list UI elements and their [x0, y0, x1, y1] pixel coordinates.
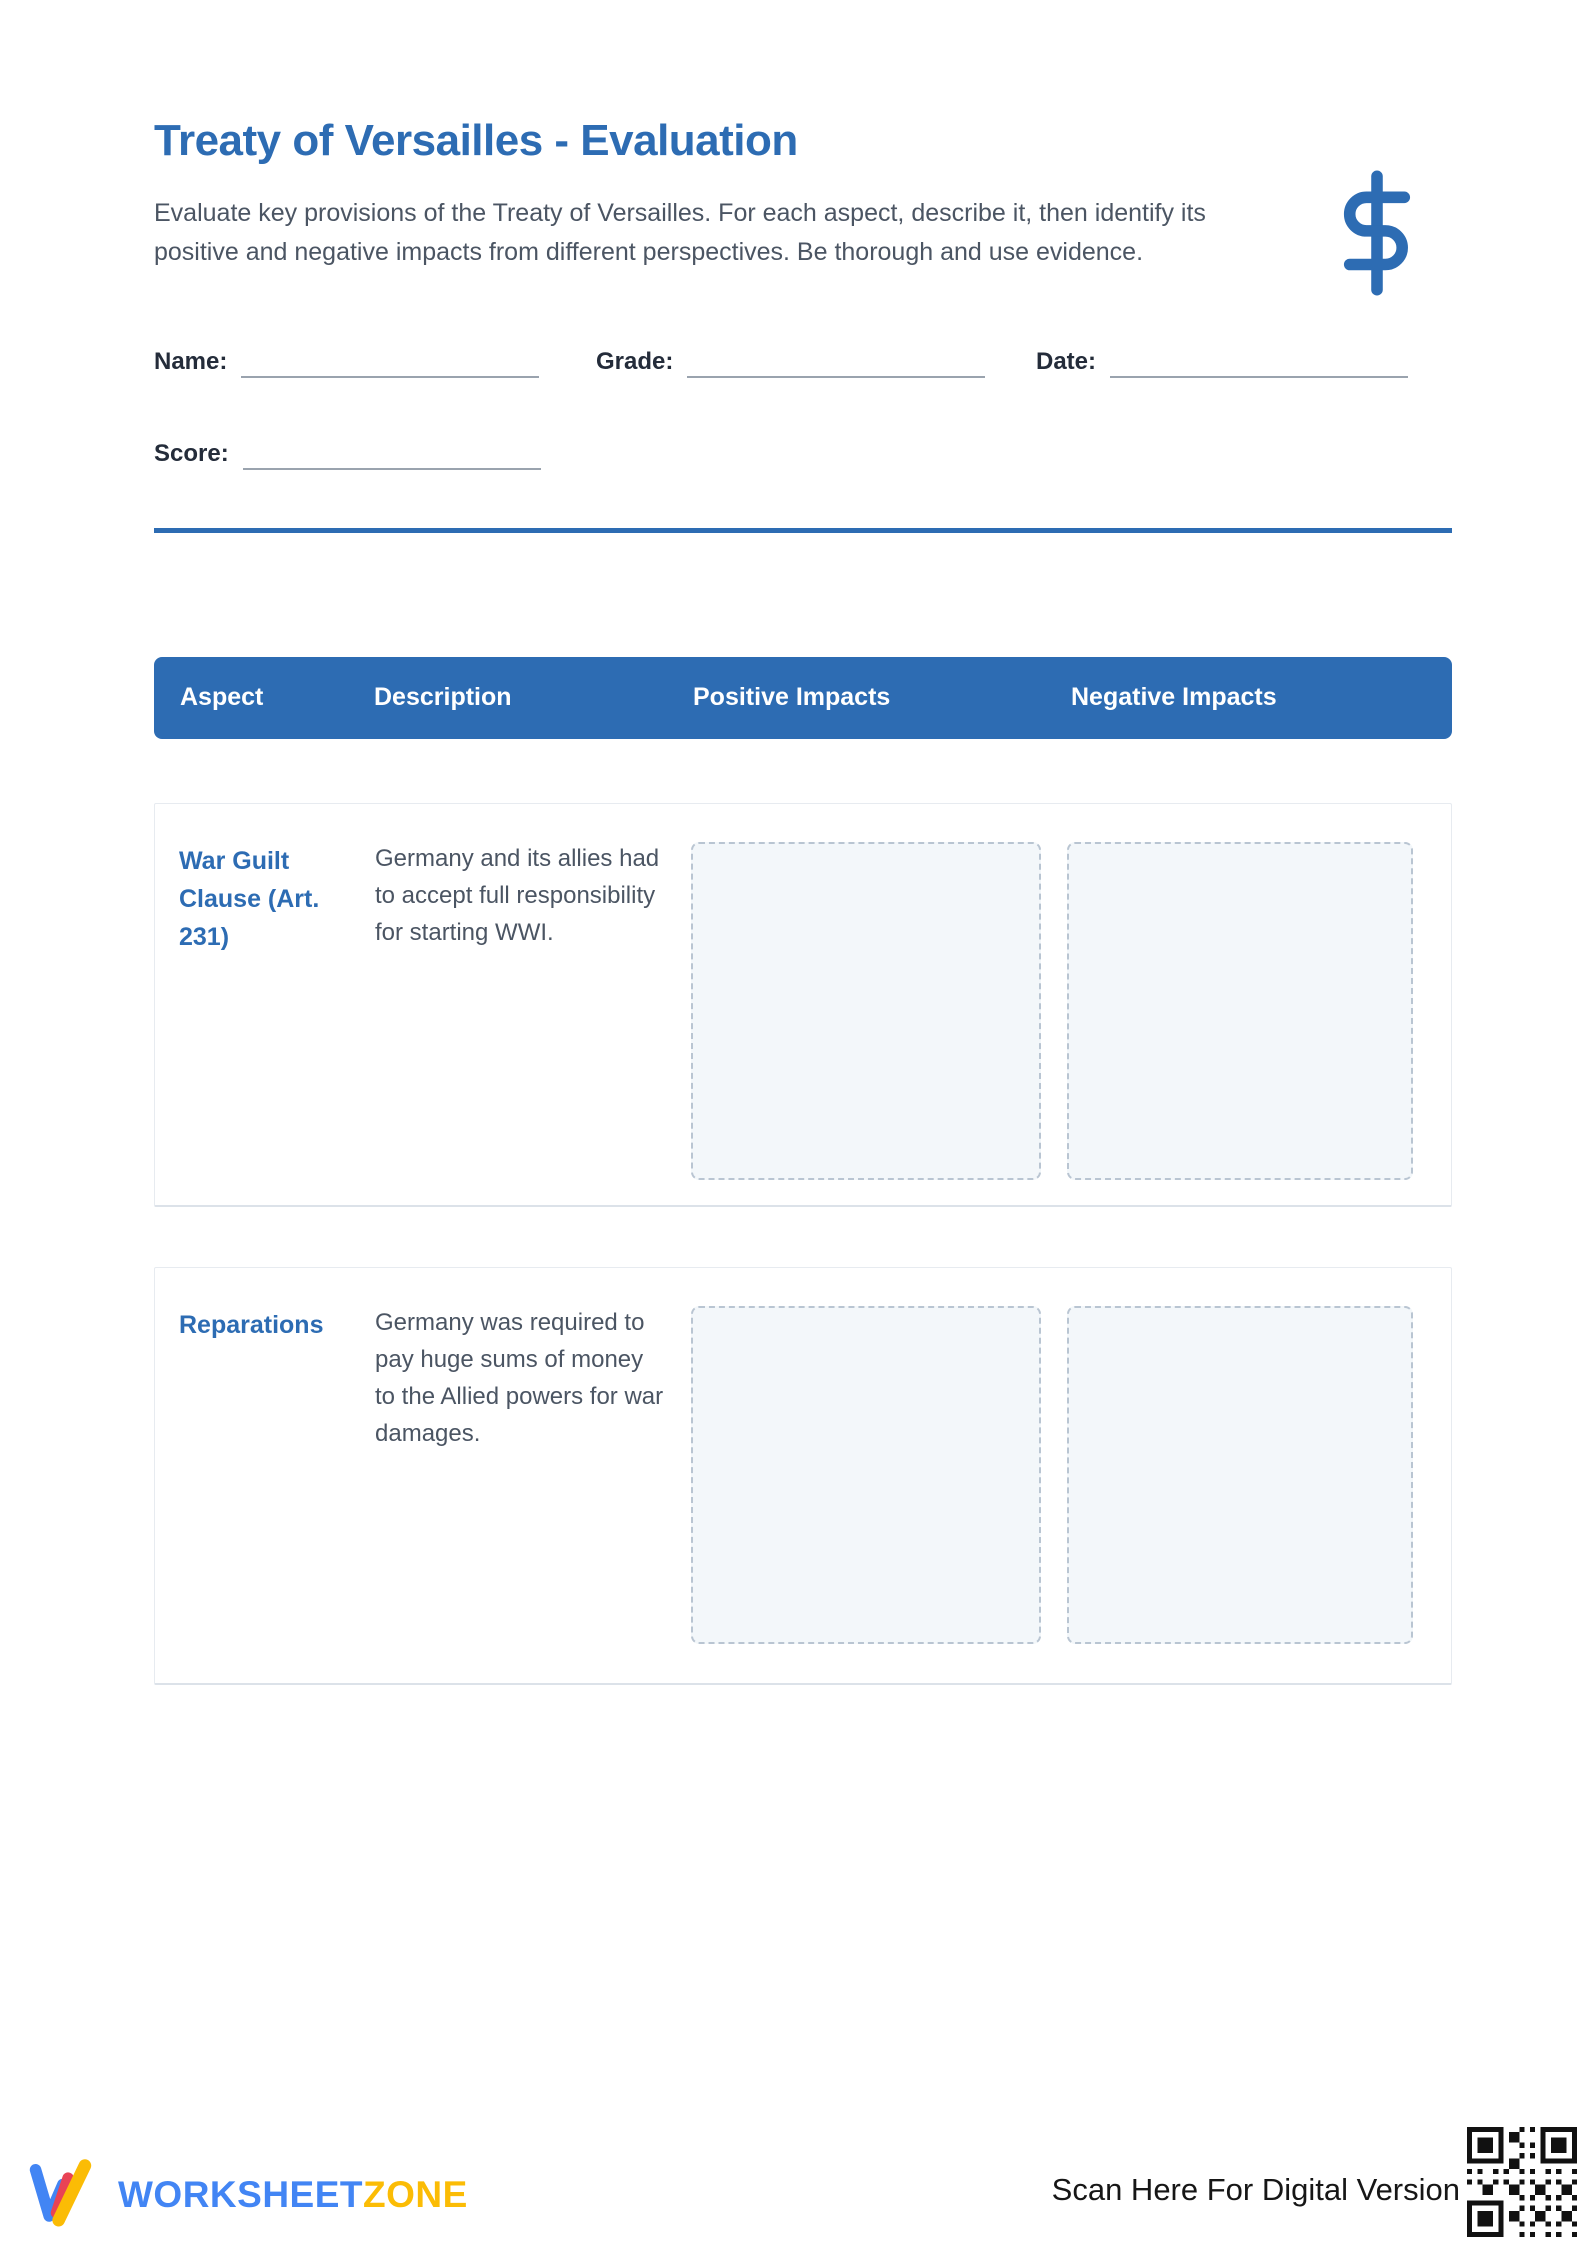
scan-here-text: Scan Here For Digital Version — [1051, 2172, 1460, 2207]
grade-input-line[interactable] — [687, 376, 985, 378]
score-label: Score: — [154, 439, 229, 467]
intro-text: Evaluate key provisions of the Treaty of Versailles. For each aspect, describe it, then identify its positive and negative impacts from different perspectives. Be thorough and use evidence. — [154, 199, 1206, 266]
grade-field-group — [596, 348, 985, 382]
page-title: Treaty of Versailles - Evaluation — [154, 116, 798, 165]
worksheetzone-logo — [24, 2152, 468, 2238]
score-field-group — [154, 440, 541, 474]
logo-text — [118, 2174, 468, 2216]
name-label: Name: — [154, 347, 228, 375]
logo-text-secondary: ZONE — [363, 2174, 468, 2215]
header-positive: Positive Impacts — [693, 683, 891, 711]
aspect-title: War Guilt Clause (Art. 231) — [179, 846, 320, 951]
date-input-line[interactable] — [1110, 376, 1408, 378]
logo-text-primary: WORKSHEET — [118, 2174, 363, 2215]
positive-impacts-answer-box[interactable] — [691, 1306, 1041, 1644]
positive-impacts-answer-box[interactable] — [691, 842, 1041, 1180]
grade-label: Grade: — [596, 347, 674, 375]
table-row — [154, 803, 1452, 1207]
score-input-line[interactable] — [243, 468, 541, 470]
name-input-line[interactable] — [241, 376, 539, 378]
negative-impacts-answer-box[interactable] — [1067, 842, 1413, 1180]
header-description: Description — [374, 683, 512, 711]
date-field-group — [1036, 348, 1408, 382]
worksheetzone-logo-mark — [24, 2152, 108, 2238]
date-label: Date: — [1036, 347, 1097, 375]
section-divider — [154, 528, 1452, 533]
header-aspect: Aspect — [180, 683, 264, 711]
aspect-description: Germany was required to pay huge sums of money to the Allied powers for war damages. — [375, 1308, 664, 1448]
table-row — [154, 1267, 1452, 1685]
aspect-description: Germany and its allies had to accept full responsibility for starting WWI. — [375, 844, 660, 946]
header-negative: Negative Impacts — [1071, 683, 1277, 711]
student-fields — [154, 348, 1452, 490]
name-field-group — [154, 348, 539, 382]
qr-code — [1467, 2127, 1577, 2237]
negative-impacts-answer-box[interactable] — [1067, 1306, 1413, 1644]
table-header-row — [154, 657, 1452, 739]
aspect-title: Reparations — [179, 1310, 324, 1339]
